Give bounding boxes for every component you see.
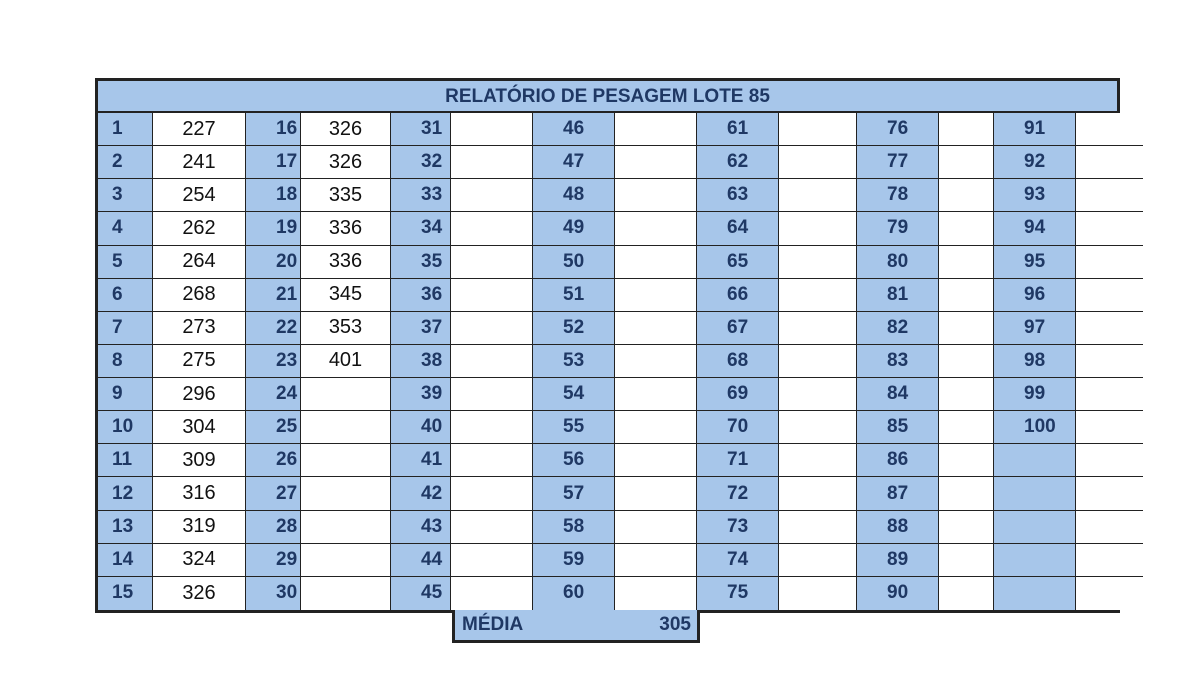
weight-cell-76	[939, 113, 994, 146]
slot-number-59: 59	[533, 544, 615, 577]
slot-number-93: 93	[994, 179, 1076, 212]
weight-cell-3: 254	[153, 179, 246, 212]
slot-number-81: 81	[857, 279, 939, 312]
slot-number-100: 100	[994, 411, 1076, 444]
weight-cell-43	[451, 511, 533, 544]
weight-cell-89	[939, 544, 994, 577]
weight-cell-64	[779, 212, 857, 245]
weight-cell-40	[451, 411, 533, 444]
slot-number-91: 91	[994, 113, 1076, 146]
slot-number-94: 94	[994, 212, 1076, 245]
weight-cell-91	[1076, 113, 1143, 146]
slot-number-77: 77	[857, 146, 939, 179]
weight-cell-22: 353	[301, 312, 391, 345]
weight-cell-71	[779, 444, 857, 477]
slot-number-54: 54	[533, 378, 615, 411]
weight-cell-20: 336	[301, 246, 391, 279]
slot-number-103	[994, 511, 1076, 544]
weight-cell-75	[779, 577, 857, 610]
weight-cell-8: 275	[153, 345, 246, 378]
slot-number-47: 47	[533, 146, 615, 179]
slot-number-27: 27	[246, 477, 301, 510]
weight-cell-74	[779, 544, 857, 577]
slot-number-61: 61	[697, 113, 779, 146]
weight-cell-59	[615, 544, 697, 577]
slot-number-75: 75	[697, 577, 779, 610]
report-title: RELATÓRIO DE PESAGEM LOTE 85	[98, 81, 1117, 113]
weight-cell-100	[1076, 411, 1143, 444]
slot-number-85: 85	[857, 411, 939, 444]
weight-cell-61	[779, 113, 857, 146]
slot-number-63: 63	[697, 179, 779, 212]
weight-cell-97	[1076, 312, 1143, 345]
slot-number-34: 34	[391, 212, 451, 245]
weight-cell-102	[1076, 477, 1143, 510]
slot-number-39: 39	[391, 378, 451, 411]
weight-cell-62	[779, 146, 857, 179]
slot-number-2: 2	[98, 146, 153, 179]
slot-number-8: 8	[98, 345, 153, 378]
slot-number-28: 28	[246, 511, 301, 544]
slot-number-72: 72	[697, 477, 779, 510]
slot-number-30: 30	[246, 577, 301, 610]
weight-cell-57	[615, 477, 697, 510]
slot-number-56: 56	[533, 444, 615, 477]
slot-number-6: 6	[98, 279, 153, 312]
weight-cell-104	[1076, 544, 1143, 577]
weight-cell-11: 309	[153, 444, 246, 477]
weight-cell-47	[615, 146, 697, 179]
weight-cell-18: 335	[301, 179, 391, 212]
slot-number-49: 49	[533, 212, 615, 245]
weight-cell-6: 268	[153, 279, 246, 312]
slot-number-70: 70	[697, 411, 779, 444]
slot-number-46: 46	[533, 113, 615, 146]
slot-number-79: 79	[857, 212, 939, 245]
slot-number-97: 97	[994, 312, 1076, 345]
weight-cell-49	[615, 212, 697, 245]
slot-number-18: 18	[246, 179, 301, 212]
weight-cell-17: 326	[301, 146, 391, 179]
slot-number-71: 71	[697, 444, 779, 477]
weight-cell-51	[615, 279, 697, 312]
slot-number-87: 87	[857, 477, 939, 510]
weight-cell-36	[451, 279, 533, 312]
weight-cell-65	[779, 246, 857, 279]
slot-number-21: 21	[246, 279, 301, 312]
slot-number-7: 7	[98, 312, 153, 345]
weight-cell-31	[451, 113, 533, 146]
slot-number-84: 84	[857, 378, 939, 411]
weight-cell-52	[615, 312, 697, 345]
slot-number-57: 57	[533, 477, 615, 510]
slot-number-66: 66	[697, 279, 779, 312]
weight-cell-2: 241	[153, 146, 246, 179]
weight-cell-99	[1076, 378, 1143, 411]
slot-number-89: 89	[857, 544, 939, 577]
weight-cell-86	[939, 444, 994, 477]
slot-number-20: 20	[246, 246, 301, 279]
slot-number-33: 33	[391, 179, 451, 212]
weight-cell-60	[615, 577, 697, 610]
slot-number-44: 44	[391, 544, 451, 577]
weight-cell-84	[939, 378, 994, 411]
slot-number-9: 9	[98, 378, 153, 411]
weight-cell-12: 316	[153, 477, 246, 510]
weight-cell-55	[615, 411, 697, 444]
slot-number-60: 60	[533, 577, 615, 610]
weight-cell-98	[1076, 345, 1143, 378]
slot-number-4: 4	[98, 212, 153, 245]
slot-number-50: 50	[533, 246, 615, 279]
slot-number-29: 29	[246, 544, 301, 577]
slot-number-22: 22	[246, 312, 301, 345]
slot-number-25: 25	[246, 411, 301, 444]
weight-cell-48	[615, 179, 697, 212]
weighing-grid	[98, 113, 1117, 610]
weight-cell-87	[939, 477, 994, 510]
weight-cell-21: 345	[301, 279, 391, 312]
slot-number-5: 5	[98, 246, 153, 279]
slot-number-64: 64	[697, 212, 779, 245]
slot-number-43: 43	[391, 511, 451, 544]
weighing-report-table	[95, 78, 1120, 613]
weight-cell-68	[779, 345, 857, 378]
slot-number-23: 23	[246, 345, 301, 378]
slot-number-65: 65	[697, 246, 779, 279]
weight-cell-79	[939, 212, 994, 245]
slot-number-69: 69	[697, 378, 779, 411]
weight-cell-16: 326	[301, 113, 391, 146]
slot-number-31: 31	[391, 113, 451, 146]
slot-number-73: 73	[697, 511, 779, 544]
slot-number-58: 58	[533, 511, 615, 544]
weight-cell-96	[1076, 279, 1143, 312]
slot-number-62: 62	[697, 146, 779, 179]
weight-cell-94	[1076, 212, 1143, 245]
slot-number-98: 98	[994, 345, 1076, 378]
slot-number-96: 96	[994, 279, 1076, 312]
weight-cell-32	[451, 146, 533, 179]
slot-number-52: 52	[533, 312, 615, 345]
weight-cell-101	[1076, 444, 1143, 477]
weight-cell-24	[301, 378, 391, 411]
slot-number-86: 86	[857, 444, 939, 477]
weight-cell-83	[939, 345, 994, 378]
slot-number-92: 92	[994, 146, 1076, 179]
slot-number-90: 90	[857, 577, 939, 610]
weight-cell-92	[1076, 146, 1143, 179]
slot-number-48: 48	[533, 179, 615, 212]
weight-cell-88	[939, 511, 994, 544]
slot-number-68: 68	[697, 345, 779, 378]
weight-cell-4: 262	[153, 212, 246, 245]
slot-number-74: 74	[697, 544, 779, 577]
weight-cell-37	[451, 312, 533, 345]
slot-number-40: 40	[391, 411, 451, 444]
weight-cell-7: 273	[153, 312, 246, 345]
slot-number-41: 41	[391, 444, 451, 477]
weight-cell-9: 296	[153, 378, 246, 411]
weight-cell-70	[779, 411, 857, 444]
slot-number-26: 26	[246, 444, 301, 477]
weight-cell-95	[1076, 246, 1143, 279]
weight-cell-39	[451, 378, 533, 411]
weight-cell-38	[451, 345, 533, 378]
slot-number-82: 82	[857, 312, 939, 345]
average-summary	[452, 610, 700, 643]
slot-number-53: 53	[533, 345, 615, 378]
weight-cell-58	[615, 511, 697, 544]
weight-cell-30	[301, 577, 391, 610]
slot-number-55: 55	[533, 411, 615, 444]
weight-cell-53	[615, 345, 697, 378]
weight-cell-90	[939, 577, 994, 610]
weight-cell-1: 227	[153, 113, 246, 146]
slot-number-15: 15	[98, 577, 153, 610]
weight-cell-93	[1076, 179, 1143, 212]
weight-cell-25	[301, 411, 391, 444]
weight-cell-103	[1076, 511, 1143, 544]
average-label: MÉDIA	[462, 614, 524, 635]
slot-number-104	[994, 544, 1076, 577]
slot-number-11: 11	[98, 444, 153, 477]
slot-number-99: 99	[994, 378, 1076, 411]
weight-cell-105	[1076, 577, 1143, 610]
weight-cell-69	[779, 378, 857, 411]
slot-number-32: 32	[391, 146, 451, 179]
slot-number-17: 17	[246, 146, 301, 179]
weight-cell-23: 401	[301, 345, 391, 378]
slot-number-76: 76	[857, 113, 939, 146]
slot-number-24: 24	[246, 378, 301, 411]
weight-cell-67	[779, 312, 857, 345]
slot-number-1: 1	[98, 113, 153, 146]
weight-cell-82	[939, 312, 994, 345]
weight-cell-29	[301, 544, 391, 577]
slot-number-36: 36	[391, 279, 451, 312]
slot-number-78: 78	[857, 179, 939, 212]
slot-number-83: 83	[857, 345, 939, 378]
slot-number-80: 80	[857, 246, 939, 279]
weight-cell-80	[939, 246, 994, 279]
weight-cell-35	[451, 246, 533, 279]
slot-number-51: 51	[533, 279, 615, 312]
slot-number-16: 16	[246, 113, 301, 146]
weight-cell-13: 319	[153, 511, 246, 544]
slot-number-10: 10	[98, 411, 153, 444]
weight-cell-63	[779, 179, 857, 212]
weight-cell-85	[939, 411, 994, 444]
slot-number-38: 38	[391, 345, 451, 378]
slot-number-3: 3	[98, 179, 153, 212]
weight-cell-14: 324	[153, 544, 246, 577]
weight-cell-33	[451, 179, 533, 212]
weight-cell-77	[939, 146, 994, 179]
weight-cell-27	[301, 477, 391, 510]
slot-number-37: 37	[391, 312, 451, 345]
slot-number-105	[994, 577, 1076, 610]
slot-number-67: 67	[697, 312, 779, 345]
weight-cell-45	[451, 577, 533, 610]
average-value: 305	[659, 614, 691, 635]
slot-number-45: 45	[391, 577, 451, 610]
weight-cell-44	[451, 544, 533, 577]
weight-cell-26	[301, 444, 391, 477]
weight-cell-73	[779, 511, 857, 544]
slot-number-88: 88	[857, 511, 939, 544]
weight-cell-15: 326	[153, 577, 246, 610]
weight-cell-66	[779, 279, 857, 312]
weight-cell-41	[451, 444, 533, 477]
weight-cell-10: 304	[153, 411, 246, 444]
weight-cell-34	[451, 212, 533, 245]
weight-cell-19: 336	[301, 212, 391, 245]
slot-number-35: 35	[391, 246, 451, 279]
weight-cell-72	[779, 477, 857, 510]
slot-number-14: 14	[98, 544, 153, 577]
weight-cell-5: 264	[153, 246, 246, 279]
slot-number-42: 42	[391, 477, 451, 510]
slot-number-102	[994, 477, 1076, 510]
weight-cell-46	[615, 113, 697, 146]
slot-number-13: 13	[98, 511, 153, 544]
slot-number-101	[994, 444, 1076, 477]
weight-cell-56	[615, 444, 697, 477]
weight-cell-78	[939, 179, 994, 212]
slot-number-12: 12	[98, 477, 153, 510]
weight-cell-42	[451, 477, 533, 510]
weight-cell-28	[301, 511, 391, 544]
slot-number-95: 95	[994, 246, 1076, 279]
weight-cell-81	[939, 279, 994, 312]
weight-cell-50	[615, 246, 697, 279]
weight-cell-54	[615, 378, 697, 411]
slot-number-19: 19	[246, 212, 301, 245]
